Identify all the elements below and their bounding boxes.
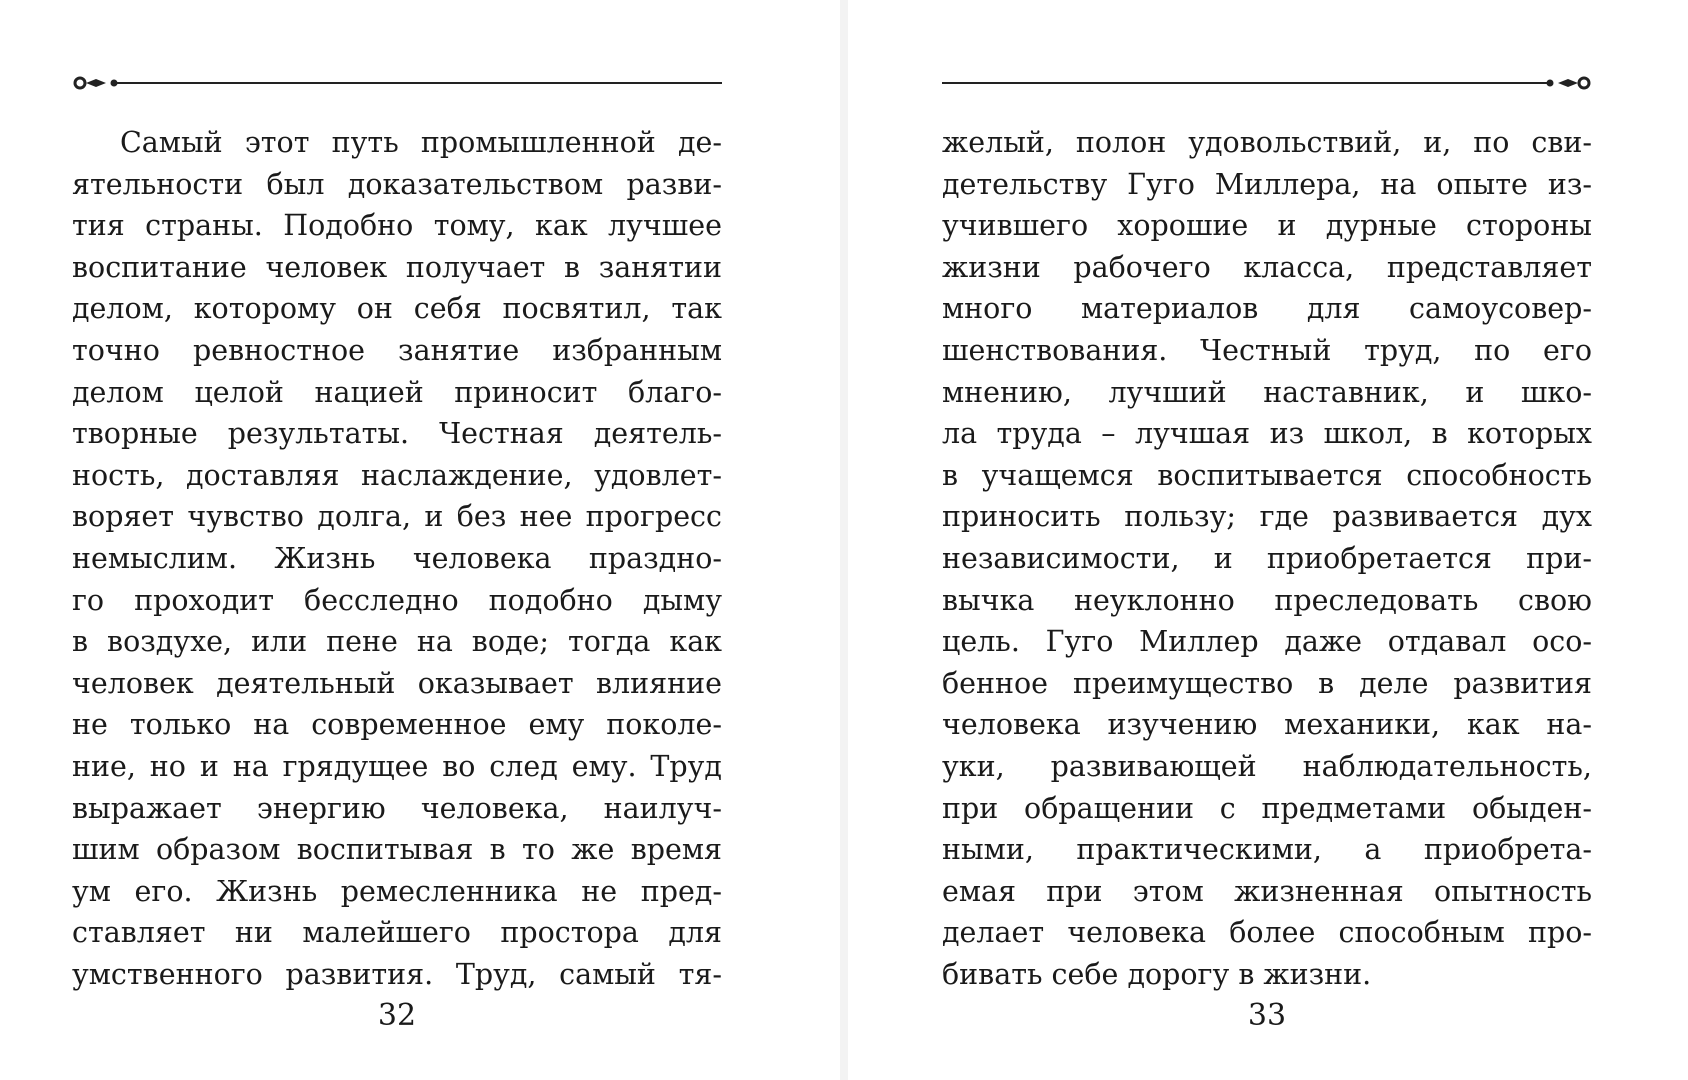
text-line: воспитание человек получает в занятии	[72, 250, 722, 284]
left-page-text	[72, 122, 722, 995]
text-line: умственного развития. Труд, самый тя-	[72, 957, 722, 991]
text-line: емая при этом жизненная опытность	[942, 874, 1592, 908]
text-line: учившего хорошие и дурные стороны	[942, 209, 1592, 243]
text-line: делает человека более способным про-	[942, 916, 1592, 950]
text-line: много материалов для самоусовер-	[942, 292, 1592, 326]
text-line: ставляет ни малейшего простора для	[72, 916, 722, 950]
right-page	[848, 0, 1688, 1080]
text-line: ние, но и на грядущее во след ему. Труд	[72, 749, 722, 783]
text-line: воряет чувство долга, и без нее прогресс	[72, 500, 722, 534]
text-line: независимости, и приобретается при-	[942, 541, 1592, 575]
text-line: выражает энергию человека, наилуч-	[72, 791, 722, 825]
text-line: творные результаты. Честная деятель-	[72, 417, 722, 451]
text-line: ла труда – лучшая из школ, в которых	[942, 417, 1592, 451]
text-line: в воздухе, или пене на воде; тогда как	[72, 625, 722, 659]
decorative-rule-icon	[942, 68, 1592, 98]
text-line: ными, практическими, а приобрета-	[942, 833, 1592, 867]
text-line: бивать себе дорогу в жизни.	[942, 957, 1372, 991]
text-line: в учащемся воспитывается способность	[942, 458, 1592, 492]
text-line: приносить пользу; где развивается дух	[942, 500, 1592, 534]
text-line: не только на современное ему поколе-	[72, 708, 722, 742]
text-line: ум его. Жизнь ремесленника не пред-	[72, 874, 722, 908]
text-line: шенствования. Честный труд, по его	[942, 333, 1592, 367]
text-line: человека изучению механики, как на-	[942, 708, 1592, 742]
text-line: человек деятельный оказывает влияние	[72, 666, 722, 700]
text-line: ятельности был доказательством разви-	[72, 167, 722, 201]
text-line: детельству Гуго Миллера, на опыте из-	[942, 167, 1592, 201]
text-line: шим образом воспитывая в то же время	[72, 833, 722, 867]
text-line: уки, развивающей наблюдательность,	[942, 749, 1592, 783]
text-line: вычка неуклонно преследовать свою	[942, 583, 1592, 617]
text-line: Самый этот путь промышленной де-	[120, 126, 722, 159]
text-line: жизни рабочего класса, представляет	[942, 250, 1592, 284]
text-line: бенное преимущество в деле развития	[942, 666, 1592, 700]
left-page	[0, 0, 840, 1080]
page-number: 32	[377, 998, 417, 1033]
text-line: цель. Гуго Миллер даже отдавал осо-	[942, 625, 1592, 659]
text-line: делом, которому он себя посвятил, так	[72, 292, 722, 326]
text-line: ность, доставляя наслаждение, удовлет-	[72, 458, 722, 492]
right-page-text	[942, 122, 1592, 995]
text-line: тия страны. Подобно тому, как лучшее	[72, 209, 722, 243]
text-line: точно ревностное занятие избранным	[72, 333, 722, 367]
decorative-rule-icon	[72, 68, 722, 98]
text-line: немыслим. Жизнь человека праздно-	[72, 541, 722, 575]
text-line: желый, полон удовольствий, и, по сви-	[942, 126, 1592, 159]
text-line: при обращении с предметами обыден-	[942, 791, 1592, 825]
text-line: го проходит бесследно подобно дыму	[72, 583, 722, 617]
page-number: 33	[1247, 998, 1287, 1033]
text-line: делом целой нацией приносит благо-	[72, 375, 722, 409]
text-line: мнению, лучший наставник, и шко-	[942, 375, 1592, 409]
